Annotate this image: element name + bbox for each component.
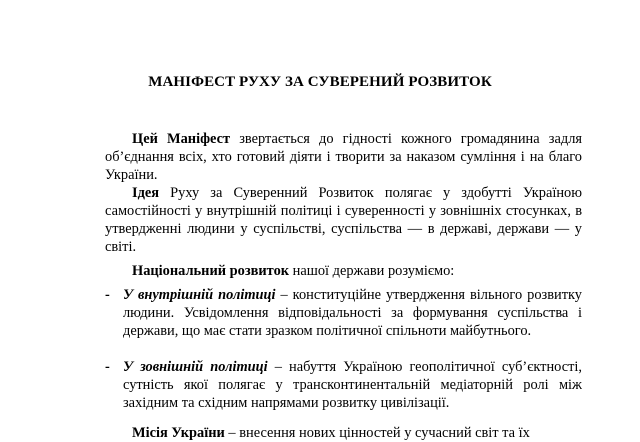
paragraph-lead: Місія України <box>132 425 225 441</box>
paragraph-national-development <box>105 262 582 280</box>
paragraph-idea <box>105 184 582 256</box>
paragraph-lead: Ідея <box>132 185 160 201</box>
bullet-text: – набуття Україною геополітичної суб’єктності, сутність якої полягає у трансконтинентальній медіаторній ролі між західним та східним напрямами розвитку цивілізації. <box>123 359 582 411</box>
bullet-text: – конституційне утвердження вільного розвитку людини. Усвідомлення відповідальності за формування суспільства і держави, що має стати зразком політичної спільноти майбутнього. <box>123 287 582 339</box>
paragraph-mission <box>105 424 582 442</box>
bullet-lead: У зовнішній політиці <box>123 359 268 375</box>
paragraph-lead: Цей Маніфест <box>132 131 231 147</box>
paragraph-text: нашої держави розуміємо: <box>289 263 455 279</box>
paragraph-lead: Національний розвиток <box>132 263 290 279</box>
bullet-body <box>123 286 582 340</box>
bullet-lead: У внутрішній політиці <box>123 287 276 303</box>
bullet-dash: - <box>105 359 110 375</box>
document-title: МАНІФЕСТ РУХУ ЗА СУВЕРЕНИЙ РОЗВИТОК <box>148 74 492 90</box>
bullet-domestic-policy <box>105 286 582 340</box>
paragraph-text: – внесення нових цінностей у сучасний світ та їх <box>224 425 530 441</box>
paragraph-text: звертається до гідності кожного громадянина задля об’єднання всіх, хто готовий діяти і творити за наказом сумління і на благо України. <box>105 131 582 183</box>
bullet-dash: - <box>105 287 110 303</box>
bullet-foreign-policy <box>105 358 582 412</box>
paragraph-manifesto <box>105 130 582 184</box>
paragraph-text: Руху за Суверенний Розвиток полягає у здобутті Україною самостійності у внутрішній політиці і суверенності у зовнішніх стосунках, в утвердженні людини у суспільстві, суспільства — в державі, держави — у світі. <box>105 185 582 255</box>
bullet-body <box>123 358 582 412</box>
